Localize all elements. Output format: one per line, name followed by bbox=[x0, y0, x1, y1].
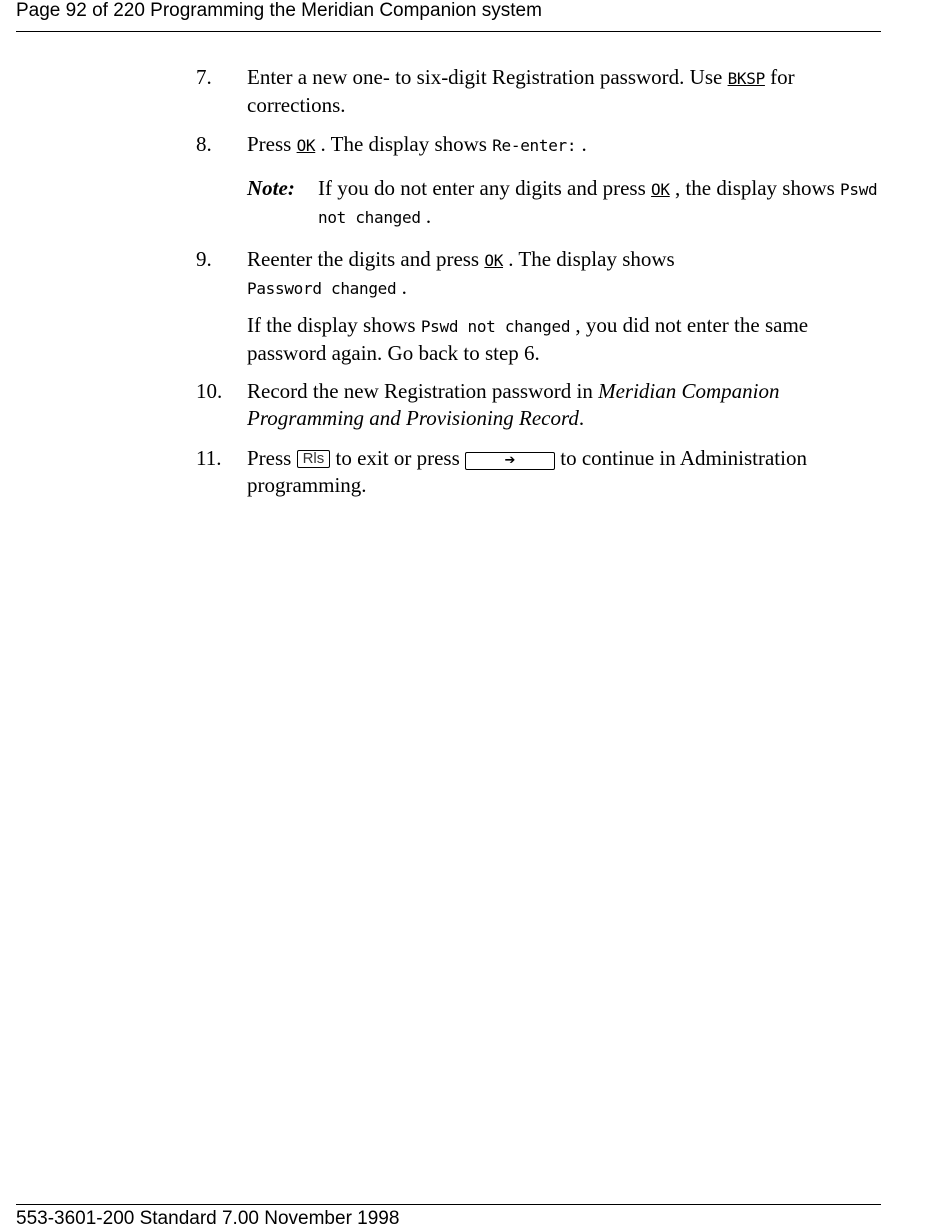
step-9-paragraph bbox=[247, 312, 887, 367]
step-8 bbox=[196, 131, 886, 159]
display-text: Pswd not changed bbox=[318, 180, 878, 227]
header-rule bbox=[16, 31, 881, 32]
text: If you do not enter any digits and press bbox=[318, 176, 652, 200]
text: . The display shows bbox=[315, 132, 493, 156]
ok-softkey: OK bbox=[651, 180, 670, 199]
step-number: 7. bbox=[196, 65, 212, 89]
text: Record the new Registration password in bbox=[247, 379, 599, 403]
ok-softkey: OK bbox=[296, 136, 316, 155]
footer-rule bbox=[16, 1204, 881, 1205]
text: . The display shows bbox=[503, 247, 675, 271]
text: . bbox=[578, 406, 585, 430]
rls-key: Rls bbox=[297, 450, 331, 468]
page-footer: 553-3601-200 Standard 7.00 November 1998 bbox=[16, 1208, 400, 1229]
step-text bbox=[247, 64, 886, 119]
text: Press bbox=[247, 446, 297, 470]
step-number: 11. bbox=[196, 446, 222, 470]
step-number: 10. bbox=[196, 379, 223, 403]
text: , the display shows bbox=[669, 176, 841, 200]
note bbox=[247, 175, 887, 231]
step-text bbox=[247, 378, 886, 432]
text: to exit or press bbox=[330, 446, 465, 470]
text: , you did not enter the same password again. Go back to step 6. bbox=[247, 313, 809, 365]
ok-softkey: OK bbox=[484, 251, 504, 270]
text: to continue in Administration programming. bbox=[247, 446, 807, 497]
page-header: Page 92 of 220 Programming the Meridian Companion system bbox=[16, 0, 542, 21]
document-title: Meridian Companion Programming and Provisioning Record bbox=[247, 379, 780, 430]
step-7 bbox=[196, 64, 886, 119]
text: Reenter the digits and press bbox=[247, 247, 485, 271]
step-text bbox=[247, 131, 886, 159]
note-label: Note: bbox=[247, 176, 295, 200]
step-text bbox=[247, 246, 886, 302]
display-text: Pswd not changed bbox=[420, 317, 571, 336]
note-text bbox=[318, 175, 887, 231]
text: . bbox=[420, 204, 432, 228]
step-number: 8. bbox=[196, 132, 212, 156]
text: . bbox=[576, 132, 587, 156]
step-9 bbox=[196, 246, 886, 302]
right-arrow-key-icon: ➔ bbox=[465, 452, 555, 470]
text: Press bbox=[247, 132, 297, 156]
step-number: 9. bbox=[196, 247, 212, 271]
display-text: Re-enter: bbox=[492, 136, 577, 155]
bksp-softkey: BKSP bbox=[727, 69, 765, 88]
text: If the display shows bbox=[247, 313, 421, 337]
text: Enter a new one- to six-digit Registration password. Use bbox=[247, 65, 728, 89]
display-text: Password changed bbox=[247, 279, 397, 298]
step-text bbox=[247, 445, 886, 499]
text: for corrections. bbox=[247, 65, 795, 117]
step-10 bbox=[196, 378, 886, 432]
step-11 bbox=[196, 445, 886, 499]
text: . bbox=[396, 275, 407, 299]
